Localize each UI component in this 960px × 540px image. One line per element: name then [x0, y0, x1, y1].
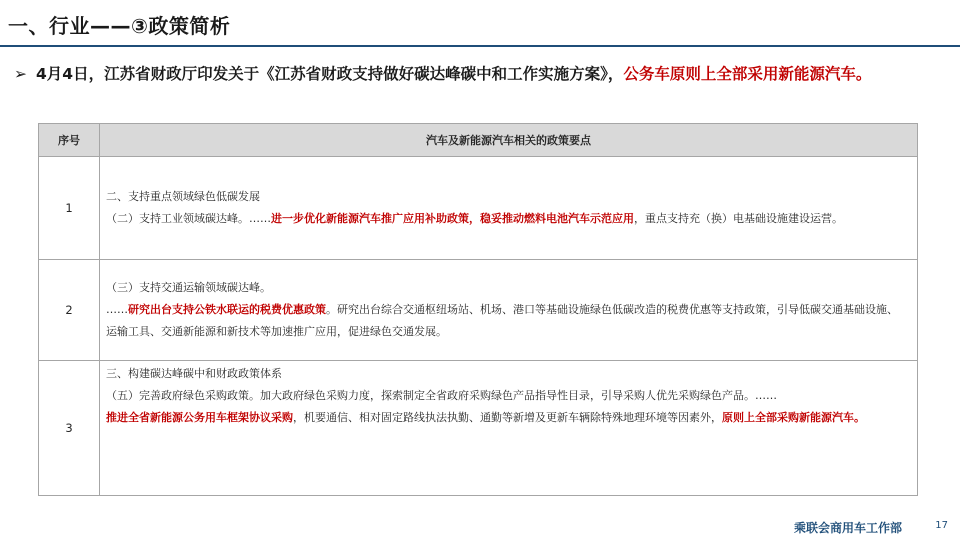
bullet-paragraph [14, 62, 939, 86]
table-row [39, 361, 918, 496]
slide-title: 一、行业——③政策简析 [8, 14, 231, 38]
bullet-text-part1: 4月4日，江苏省财政厅印发关于《江苏省财政支持做好碳达峰碳中和工作实施方案》， [36, 65, 624, 83]
arrow-bullet-icon: ➢ [14, 65, 27, 83]
row-num: 2 [39, 260, 100, 361]
text-span: （二）支持工业领域碳达峰。…… [106, 212, 271, 225]
row-num: 3 [39, 361, 100, 496]
row-line [106, 407, 907, 429]
row-line: 三、构建碳达峰碳中和财政政策体系 [106, 367, 282, 380]
row-num: 1 [39, 157, 100, 260]
header-num: 序号 [39, 124, 100, 157]
row-content [100, 260, 918, 361]
text-span: ，机要通信、相对固定路线执法执勤、通勤等新增及更新车辆除特殊地理环境等因素外， [293, 411, 722, 424]
row-line: 二、支持重点领域绿色低碳发展 [106, 190, 260, 203]
highlight-span: 进一步优化新能源汽车推广应用补助政策，稳妥推动燃料电池汽车示范应用 [271, 212, 634, 225]
highlight-span: 推进全省新能源公务用车框架协议采购 [106, 411, 293, 424]
row-line [106, 299, 907, 343]
table-header-row [39, 124, 918, 157]
page-number: 17 [935, 520, 948, 531]
text-span: …… [106, 303, 128, 316]
row-line: （三）支持交通运输领域碳达峰。 [106, 281, 271, 294]
header-content: 汽车及新能源汽车相关的政策要点 [100, 124, 918, 157]
row-line: （五）完善政府绿色采购政策。加大政府绿色采购力度，探索制定全省政府采购绿色产品指导性目录，引导采购人优先采购绿色产品。…… [106, 389, 777, 402]
row-content [100, 361, 918, 496]
highlight-span: 原则上全部采购新能源汽车。 [722, 411, 865, 424]
text-span: 。研究出台综合交通枢纽场站、机场、港口等基础设施绿色低碳改造的税费优惠等支持政策，引导低碳交通基础设施、运输工具、交通新能源和新技术等加速推广应用，促进绿色交通发展。 [106, 303, 898, 338]
row-line [106, 208, 907, 230]
row-content [100, 157, 918, 260]
policy-table [38, 123, 918, 496]
footer-org: 乘联会商用车工作部 [793, 521, 902, 535]
title-divider [0, 45, 960, 47]
highlight-span: 研究出台支持公铁水联运的税费优惠政策 [128, 303, 326, 316]
table-row [39, 157, 918, 260]
bullet-text-highlight: 公务车原则上全部采用新能源汽车。 [623, 65, 872, 83]
text-span: ，重点支持充（换）电基础设施建设运营。 [634, 212, 843, 225]
table-row [39, 260, 918, 361]
